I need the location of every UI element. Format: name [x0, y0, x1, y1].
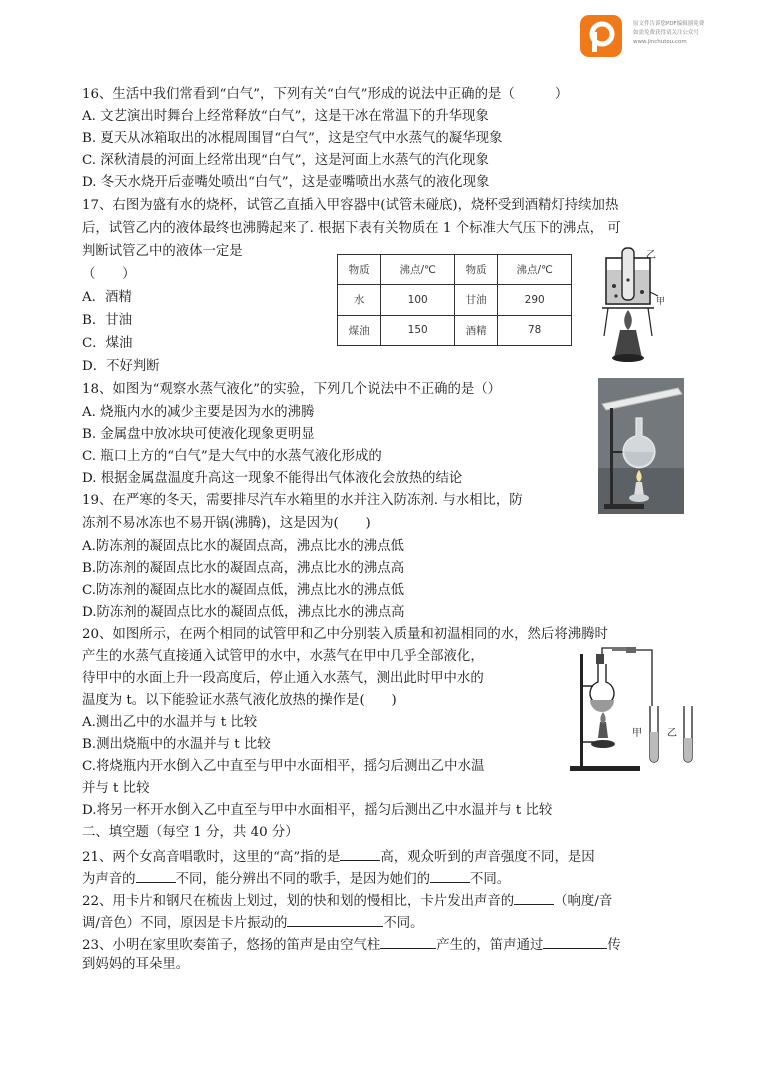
q20-stem-2: 产生的水蒸气直接通入试管甲的水中，水蒸气在甲中几乎全部液化， — [82, 649, 484, 664]
q16-option-b: B. 夏天从冰箱取出的冰棍周围冒“白气”，这是空气中水蒸气的凝华现象 — [82, 131, 503, 146]
q16-option-c: C. 深秋清晨的河面上经常出现“白气”，这是河面上水蒸气的汽化现象 — [82, 153, 489, 168]
section-fill-in-title: 二、填空题（每空 1 分，共 40 分） — [82, 825, 299, 840]
q17-stem-3: 判断试管乙中的液体一定是 — [82, 244, 243, 259]
q21-line-2 — [82, 868, 510, 889]
table-cell: 100 — [381, 285, 455, 315]
header-text-1: 原文件告诉您PDF编辑器免费 — [633, 21, 705, 27]
q22-text-b: （响度/音 — [554, 894, 613, 909]
q21-blank-3[interactable] — [430, 868, 470, 883]
q23-line-2: 到妈妈的耳朵里。 — [82, 957, 190, 972]
figure-q20-apparatus — [568, 646, 714, 774]
q21-text-b: 高，观众听到的声音强度不同，是因 — [380, 850, 595, 865]
table-row — [338, 315, 572, 345]
q21-line-1 — [82, 846, 595, 867]
q23-blank-1[interactable] — [380, 934, 436, 949]
q23-text-a: 23、小明在家里吹奏笛子，悠扬的笛声是由空气柱 — [82, 938, 381, 953]
q21-text-c: 为声音的 — [82, 872, 136, 887]
q20-option-a: A.测出乙中的水温并与 t 比较 — [82, 715, 258, 730]
q22-text-a: 22、用卡片和钢尺在梳齿上划过，划的快和划的慢相比，卡片发出声音的 — [82, 894, 515, 909]
q20-stem-1: 20、如图所示，在两个相同的试管甲和乙中分别装入质量和初温相同的水，然后将沸腾时 — [82, 627, 608, 642]
q16-option-a: A. 文艺演出时舞台上经常释放“白气”，这是干冰在常温下的升华现象 — [82, 109, 489, 124]
q23-blank-2[interactable] — [543, 934, 607, 949]
q22-line-2 — [82, 912, 424, 933]
q23-line-1 — [82, 934, 621, 955]
table-cell: 物质 — [454, 255, 497, 285]
q17-stem-1: 17、右图为盛有水的烧杯，试管乙直插入甲容器中(试管未碰底)，烧杯受到酒精灯持续加热 — [82, 198, 619, 213]
q20-option-b: B.测出烧瓶中的水温并与 t 比较 — [82, 737, 271, 752]
table-cell: 150 — [381, 315, 455, 345]
figure-q17-beaker — [598, 246, 668, 366]
figure-label-jia: 甲 — [632, 728, 642, 739]
q16-option-d: D. 冬天水烧开后壶嘴处喷出“白气”，这是壶嘴喷出水蒸气的液化现象 — [82, 175, 490, 190]
table-row — [338, 285, 572, 315]
q19-option-b: B.防冻剂的凝固点比水的凝固点高，沸点比水的沸点高 — [82, 561, 405, 576]
q19-stem-1: 19、在严寒的冬天，需要排尽汽车水箱里的水并注入防冻剂. 与水相比，防 — [82, 493, 523, 508]
table-row — [338, 255, 572, 285]
q19-option-d: D.防冻剂的凝固点比水的凝固点低，沸点比水的沸点高 — [82, 605, 405, 620]
q21-text-d: 不同，能分辨出不同的歌手，是因为她们的 — [175, 872, 430, 887]
table-cell: 水 — [338, 285, 381, 315]
q20-stem-4: 温度为 t。以下能验证水蒸气液化放热的操作是( ) — [82, 693, 397, 708]
q19-option-c: C.防冻剂的凝固点比水的凝固点低，沸点比水的沸点低 — [82, 583, 405, 598]
table-cell: 沸点/℃ — [381, 255, 455, 285]
q18-option-d: D. 根据金属盘温度升高这一现象不能得出气体液化会放热的结论 — [82, 471, 463, 486]
q18-option-a: A. 烧瓶内水的减少主要是因为水的沸腾 — [82, 405, 315, 420]
q18-option-b: B. 金属盘中放冰块可使液化现象更明显 — [82, 427, 315, 442]
q17-stem-2: 后，试管乙内的液体最终也沸腾起来了. 根据下表有关物质在 1 个标准大气压下的沸点， 可 — [82, 221, 621, 236]
table-cell: 物质 — [338, 255, 381, 285]
table-cell: 酒精 — [454, 315, 497, 345]
header-text-2: 如需免费获得请关注公众号 — [633, 30, 700, 36]
q22-text-c: 调/音色）不同，原因是卡片振动的 — [82, 916, 288, 931]
table-cell: 78 — [498, 315, 572, 345]
table-cell: 甘油 — [454, 285, 497, 315]
table-cell: 沸点/℃ — [498, 255, 572, 285]
q20-stem-3: 待甲中的水面上升一段高度后，停止通入水蒸气，测出此时甲中水的 — [82, 671, 484, 686]
table-cell: 煤油 — [338, 315, 381, 345]
q17-option-d: D．不好判断 — [82, 359, 160, 374]
header-text-3: www.jinchutou.com — [633, 39, 687, 45]
q17-option-b: B．甘油 — [82, 313, 133, 328]
q21-blank-1[interactable] — [340, 846, 380, 861]
q22-line-1 — [82, 890, 612, 911]
table-cell: 290 — [498, 285, 572, 315]
q17-option-a: A．酒精 — [82, 290, 132, 305]
q20-option-c-2: 并与 t 比较 — [82, 781, 150, 796]
q20-option-d: D.将另一杯开水倒入乙中直至与甲中水面相平，摇匀后测出乙中水温并与 t 比较 — [82, 803, 553, 818]
boiling-point-table — [337, 254, 572, 346]
q19-stem-2: 冻剂不易冰冻也不易开锅(沸腾)，这是因为( ) — [82, 516, 371, 531]
q20-option-c-1: C.将烧瓶内开水倒入乙中直至与甲中水面相平，摇匀后测出乙中水温 — [82, 759, 485, 774]
figure-label-yi: 乙 — [646, 250, 656, 261]
pdf-logo-icon — [579, 14, 623, 58]
q18-stem: 18、如图为“观察水蒸气液化”的实验，下列几个说法中不正确的是（） — [82, 382, 502, 397]
figure-label-yi: 乙 — [667, 728, 677, 739]
figure-q18-photo — [598, 378, 684, 514]
q21-text-a: 21、两个女高音唱歌时，这里的“高”指的是 — [82, 850, 341, 865]
q17-bracket: （ ） — [82, 267, 136, 282]
q22-text-d: 不同。 — [383, 916, 424, 931]
figure-label-jia: 甲 — [656, 297, 666, 307]
q19-option-a: A.防冻剂的凝固点比水的凝固点高，沸点比水的沸点低 — [82, 539, 404, 554]
q22-blank-2[interactable] — [287, 912, 383, 927]
q21-blank-2[interactable] — [136, 868, 176, 883]
q22-blank-1[interactable] — [514, 890, 554, 905]
q17-option-c: C．煤油 — [82, 336, 133, 351]
q21-text-e: 不同。 — [469, 872, 511, 887]
q23-text-b: 产生的，笛声通过 — [436, 938, 544, 953]
q23-text-c: 传 — [607, 938, 621, 953]
q16-stem: 16、生活中我们常看到“白气”，下列有关“白气”形成的说法中正确的是（ ） — [82, 87, 569, 102]
q18-option-c: C. 瓶口上方的“白气”是大气中的水蒸气液化形成的 — [82, 449, 382, 464]
